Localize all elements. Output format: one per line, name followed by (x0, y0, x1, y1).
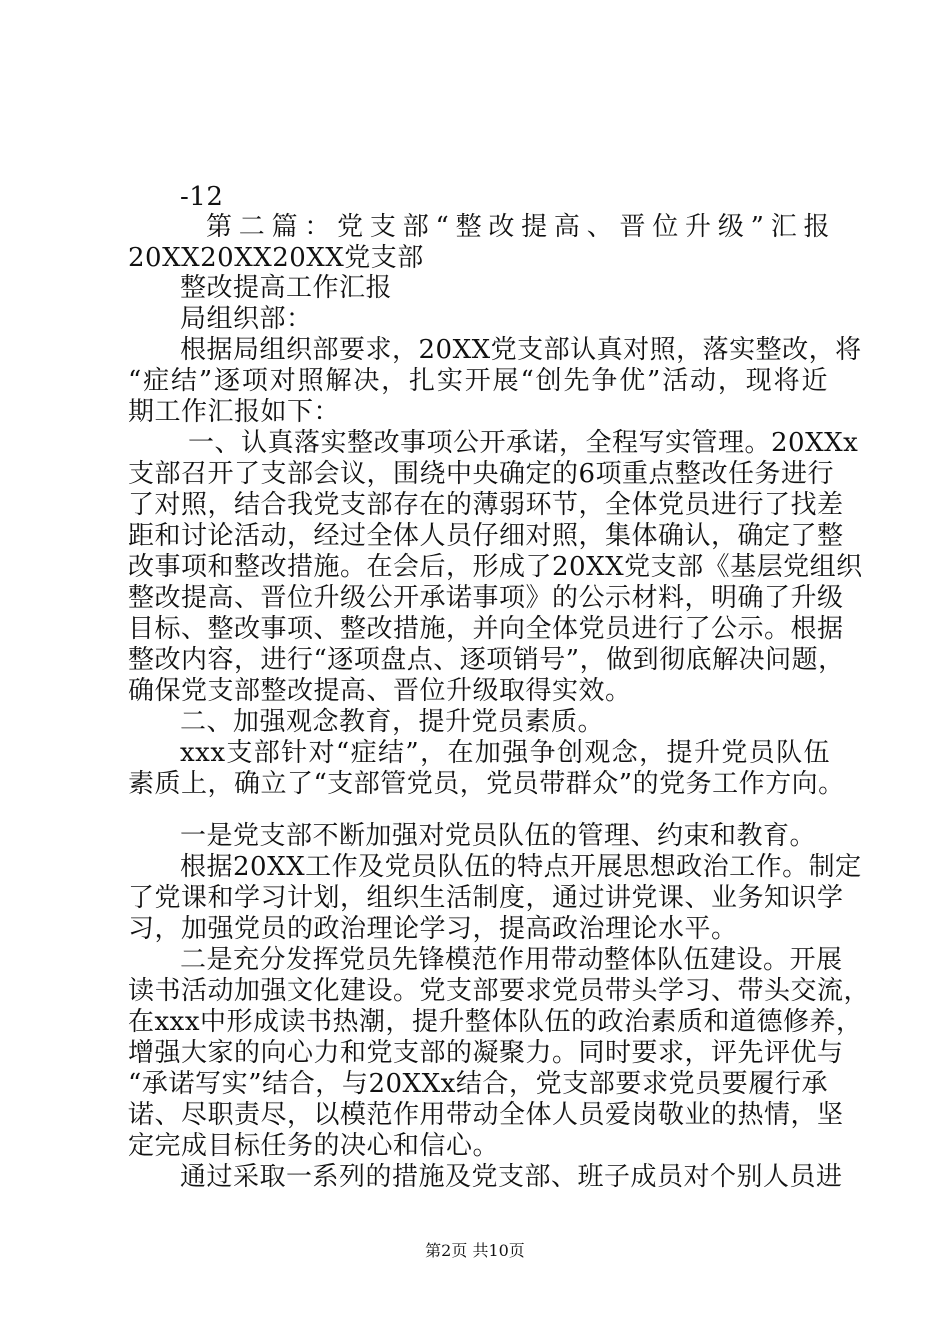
paragraph-line: 一是党支部不断加强对党员队伍的管理、约束和教育。 (180, 821, 817, 851)
paragraph-line: 增强大家的向心力和党支部的凝聚力。同时要求，评先评优与 (128, 1038, 844, 1068)
report-subtitle: 整改提高工作汇报 (180, 273, 393, 303)
paragraph-line: 整改提高、晋位升级公开承诺事项》的公示材料，明确了升级 (128, 583, 844, 613)
recipient-line: 局组织部： (180, 304, 313, 334)
paragraph-line: 期工作汇报如下： (128, 397, 341, 427)
paragraph-line: 整改内容，进行“逐项盘点、逐项销号”，做到彻底解决问题， (128, 645, 845, 675)
section-title: 第二篇：党支部“整改提高、晋位升级”汇报 (206, 212, 830, 242)
paragraph-line: 了党课和学习计划，组织生活制度，通过讲党课、业务知识学 (128, 883, 844, 913)
paragraph-line: 确保党支部整改提高、晋位升级取得实效。 (128, 676, 632, 706)
paragraph-line: 了对照，结合我党支部存在的薄弱环节，全体党员进行了找差 (128, 490, 844, 520)
paragraph-line: 习，加强党员的政治理论学习，提高政治理论水平。 (128, 914, 738, 944)
paragraph-line: 定完成目标任务的决心和信心。 (128, 1131, 500, 1161)
paragraph-line: xxx支部针对“症结”，在加强争创观念，提升党员队伍 (180, 738, 830, 768)
paragraph-line: 二是充分发挥党员先锋模范作用带动整体队伍建设。开展 (180, 945, 843, 975)
paragraph-line: 目标、整改事项、整改措施，并向全体党员进行了公示。根据 (128, 614, 844, 644)
paragraph-line: 素质上，确立了“支部管党员，党员带群众”的党务工作方向。 (128, 769, 845, 799)
paragraph-line: “症结”逐项对照解决，扎实开展“创先争优”活动，现将近 (128, 366, 828, 396)
paragraph-line: 根据局组织部要求，20XX党支部认真对照，落实整改，将 (180, 335, 862, 365)
section-title-continued: 20XX20XX20XX党支部 (128, 243, 424, 273)
heading-line: 二、加强观念教育，提升党员素质。 (180, 707, 605, 737)
paragraph-line: 改事项和整改措施。在会后，形成了20XX党支部《基层党组织 (128, 552, 863, 582)
paragraph-line: 诺、尽职责尽，以模范作用带动全体人员爱岗敬业的热情，坚 (128, 1100, 844, 1130)
paragraph-line: “承诺写实”结合，与20XXx结合，党支部要求党员要履行承 (128, 1069, 828, 1099)
paragraph-line: 在xxx中形成读书热潮，提升整体队伍的政治素质和道德修养， (128, 1007, 863, 1037)
paragraph-line: 读书活动加强文化建设。党支部要求党员带头学习、带头交流， (128, 976, 871, 1006)
paragraph-line: 根据20XX工作及党员队伍的特点开展思想政治工作。制定 (180, 852, 862, 882)
paragraph-line: 距和讨论活动，经过全体人员仔细对照，集体确认，确定了整 (128, 521, 844, 551)
paragraph-line: 通过采取一系列的措施及党支部、班子成员对个别人员进 (180, 1162, 843, 1192)
paragraph-line: 一、认真落实整改事项公开承诺，全程写实管理。20XXx (188, 428, 859, 458)
page-footer: 第2页 共10页 (425, 1241, 525, 1260)
page-fragment-number: -12 (180, 182, 224, 212)
paragraph-line: 支部召开了支部会议，围绕中央确定的6项重点整改任务进行 (128, 459, 835, 489)
